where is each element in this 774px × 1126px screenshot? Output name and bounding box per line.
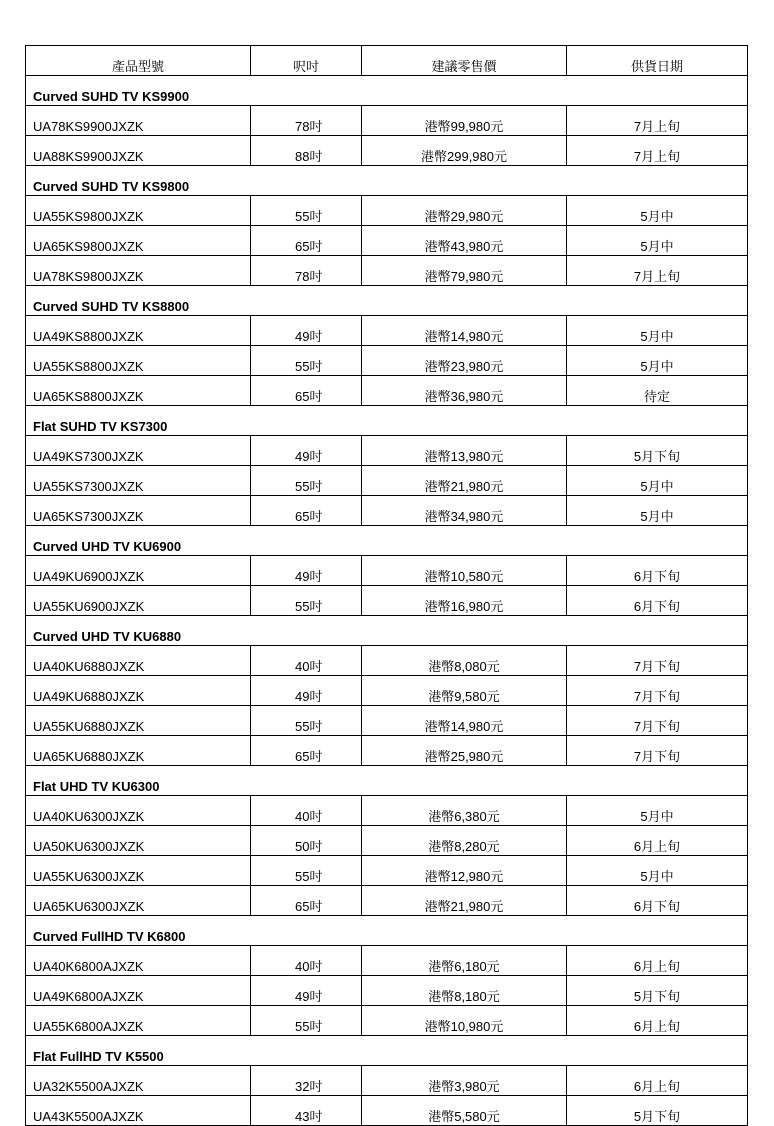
section-title: Curved FullHD TV K6800 bbox=[26, 916, 748, 946]
price-cell: 港幣9,580元 bbox=[362, 676, 567, 706]
size-cell: 49吋 bbox=[251, 316, 362, 346]
header-price: 建議零售價 bbox=[362, 46, 567, 76]
table-row bbox=[26, 586, 748, 616]
header-date: 供貨日期 bbox=[567, 46, 748, 76]
size-cell: 49吋 bbox=[251, 556, 362, 586]
date-cell: 6月上旬 bbox=[567, 1006, 748, 1036]
model-cell: UA43K5500AJXZK bbox=[26, 1096, 251, 1126]
price-cell: 港幣6,380元 bbox=[362, 796, 567, 826]
price-cell: 港幣8,080元 bbox=[362, 646, 567, 676]
size-cell: 65吋 bbox=[251, 226, 362, 256]
table-row bbox=[26, 796, 748, 826]
size-cell: 55吋 bbox=[251, 196, 362, 226]
table-row bbox=[26, 376, 748, 406]
size-cell: 40吋 bbox=[251, 946, 362, 976]
size-cell: 49吋 bbox=[251, 676, 362, 706]
section-title: Curved SUHD TV KS9900 bbox=[26, 76, 748, 106]
model-cell: UA65KS8800JXZK bbox=[26, 376, 251, 406]
size-cell: 55吋 bbox=[251, 1006, 362, 1036]
table-row bbox=[26, 826, 748, 856]
model-cell: UA65KS9800JXZK bbox=[26, 226, 251, 256]
price-cell: 港幣299,980元 bbox=[362, 136, 567, 166]
model-cell: UA78KS9900JXZK bbox=[26, 106, 251, 136]
section-title: Curved SUHD TV KS8800 bbox=[26, 286, 748, 316]
table-row bbox=[26, 106, 748, 136]
header-size: 呎吋 bbox=[251, 46, 362, 76]
date-cell: 7月下旬 bbox=[567, 646, 748, 676]
date-cell: 5月中 bbox=[567, 226, 748, 256]
date-cell: 待定 bbox=[567, 376, 748, 406]
size-cell: 78吋 bbox=[251, 256, 362, 286]
section-row bbox=[26, 406, 748, 436]
model-cell: UA49KU6880JXZK bbox=[26, 676, 251, 706]
table-row bbox=[26, 556, 748, 586]
model-cell: UA40KU6300JXZK bbox=[26, 796, 251, 826]
model-cell: UA88KS9900JXZK bbox=[26, 136, 251, 166]
date-cell: 5月中 bbox=[567, 196, 748, 226]
size-cell: 50吋 bbox=[251, 826, 362, 856]
price-cell: 港幣43,980元 bbox=[362, 226, 567, 256]
date-cell: 7月上旬 bbox=[567, 136, 748, 166]
model-cell: UA55K6800AJXZK bbox=[26, 1006, 251, 1036]
table-row bbox=[26, 1096, 748, 1126]
section-row bbox=[26, 766, 748, 796]
table-row bbox=[26, 706, 748, 736]
section-title: Flat UHD TV KU6300 bbox=[26, 766, 748, 796]
header-row bbox=[26, 46, 748, 76]
model-cell: UA65KU6880JXZK bbox=[26, 736, 251, 766]
section-title: Flat SUHD TV KS7300 bbox=[26, 406, 748, 436]
table-row bbox=[26, 946, 748, 976]
price-cell: 港幣14,980元 bbox=[362, 706, 567, 736]
model-cell: UA49K6800AJXZK bbox=[26, 976, 251, 1006]
date-cell: 5月中 bbox=[567, 316, 748, 346]
model-cell: UA78KS9800JXZK bbox=[26, 256, 251, 286]
price-cell: 港幣6,180元 bbox=[362, 946, 567, 976]
size-cell: 65吋 bbox=[251, 496, 362, 526]
section-row bbox=[26, 916, 748, 946]
size-cell: 32吋 bbox=[251, 1066, 362, 1096]
date-cell: 5月下旬 bbox=[567, 436, 748, 466]
price-cell: 港幣25,980元 bbox=[362, 736, 567, 766]
price-table bbox=[25, 45, 748, 1126]
price-cell: 港幣99,980元 bbox=[362, 106, 567, 136]
price-cell: 港幣36,980元 bbox=[362, 376, 567, 406]
size-cell: 88吋 bbox=[251, 136, 362, 166]
table-row bbox=[26, 466, 748, 496]
section-title: Curved SUHD TV KS9800 bbox=[26, 166, 748, 196]
date-cell: 5月下旬 bbox=[567, 1096, 748, 1126]
section-row bbox=[26, 526, 748, 556]
section-title: Flat FullHD TV K5500 bbox=[26, 1036, 748, 1066]
table-row bbox=[26, 1066, 748, 1096]
price-cell: 港幣10,980元 bbox=[362, 1006, 567, 1036]
price-cell: 港幣14,980元 bbox=[362, 316, 567, 346]
model-cell: UA55KS9800JXZK bbox=[26, 196, 251, 226]
table-row bbox=[26, 496, 748, 526]
table-row bbox=[26, 676, 748, 706]
model-cell: UA49KS7300JXZK bbox=[26, 436, 251, 466]
header-model: 產品型號 bbox=[26, 46, 251, 76]
date-cell: 7月下旬 bbox=[567, 706, 748, 736]
model-cell: UA50KU6300JXZK bbox=[26, 826, 251, 856]
date-cell: 7月上旬 bbox=[567, 106, 748, 136]
model-cell: UA40KU6880JXZK bbox=[26, 646, 251, 676]
price-cell: 港幣12,980元 bbox=[362, 856, 567, 886]
table-row bbox=[26, 436, 748, 466]
date-cell: 5月中 bbox=[567, 496, 748, 526]
date-cell: 6月上旬 bbox=[567, 946, 748, 976]
section-row bbox=[26, 166, 748, 196]
table-row bbox=[26, 226, 748, 256]
model-cell: UA40K6800AJXZK bbox=[26, 946, 251, 976]
table-row bbox=[26, 646, 748, 676]
size-cell: 40吋 bbox=[251, 646, 362, 676]
size-cell: 55吋 bbox=[251, 856, 362, 886]
size-cell: 43吋 bbox=[251, 1096, 362, 1126]
model-cell: UA55KS7300JXZK bbox=[26, 466, 251, 496]
size-cell: 49吋 bbox=[251, 976, 362, 1006]
size-cell: 49吋 bbox=[251, 436, 362, 466]
price-cell: 港幣13,980元 bbox=[362, 436, 567, 466]
model-cell: UA65KU6300JXZK bbox=[26, 886, 251, 916]
price-cell: 港幣16,980元 bbox=[362, 586, 567, 616]
table-row bbox=[26, 136, 748, 166]
table-row bbox=[26, 346, 748, 376]
date-cell: 6月上旬 bbox=[567, 826, 748, 856]
section-title: Curved UHD TV KU6900 bbox=[26, 526, 748, 556]
size-cell: 78吋 bbox=[251, 106, 362, 136]
date-cell: 6月下旬 bbox=[567, 586, 748, 616]
date-cell: 5月中 bbox=[567, 346, 748, 376]
model-cell: UA32K5500AJXZK bbox=[26, 1066, 251, 1096]
table-body bbox=[26, 76, 748, 1126]
price-cell: 港幣8,180元 bbox=[362, 976, 567, 1006]
date-cell: 6月下旬 bbox=[567, 886, 748, 916]
date-cell: 5月中 bbox=[567, 856, 748, 886]
table-header bbox=[26, 46, 748, 76]
table-row bbox=[26, 976, 748, 1006]
price-cell: 港幣5,580元 bbox=[362, 1096, 567, 1126]
section-title: Curved UHD TV KU6880 bbox=[26, 616, 748, 646]
price-cell: 港幣34,980元 bbox=[362, 496, 567, 526]
model-cell: UA55KU6880JXZK bbox=[26, 706, 251, 736]
section-row bbox=[26, 1036, 748, 1066]
section-row bbox=[26, 286, 748, 316]
price-cell: 港幣79,980元 bbox=[362, 256, 567, 286]
price-cell: 港幣10,580元 bbox=[362, 556, 567, 586]
price-cell: 港幣21,980元 bbox=[362, 886, 567, 916]
date-cell: 5月下旬 bbox=[567, 976, 748, 1006]
price-cell: 港幣3,980元 bbox=[362, 1066, 567, 1096]
date-cell: 5月中 bbox=[567, 796, 748, 826]
price-cell: 港幣29,980元 bbox=[362, 196, 567, 226]
model-cell: UA55KU6300JXZK bbox=[26, 856, 251, 886]
size-cell: 55吋 bbox=[251, 466, 362, 496]
table-row bbox=[26, 316, 748, 346]
price-cell: 港幣8,280元 bbox=[362, 826, 567, 856]
price-cell: 港幣23,980元 bbox=[362, 346, 567, 376]
date-cell: 5月中 bbox=[567, 466, 748, 496]
model-cell: UA49KU6900JXZK bbox=[26, 556, 251, 586]
size-cell: 65吋 bbox=[251, 376, 362, 406]
size-cell: 40吋 bbox=[251, 796, 362, 826]
table-row bbox=[26, 886, 748, 916]
size-cell: 55吋 bbox=[251, 706, 362, 736]
date-cell: 7月下旬 bbox=[567, 736, 748, 766]
date-cell: 7月下旬 bbox=[567, 676, 748, 706]
section-row bbox=[26, 76, 748, 106]
size-cell: 65吋 bbox=[251, 886, 362, 916]
section-row bbox=[26, 616, 748, 646]
table-row bbox=[26, 856, 748, 886]
model-cell: UA55KS8800JXZK bbox=[26, 346, 251, 376]
size-cell: 65吋 bbox=[251, 736, 362, 766]
table-row bbox=[26, 256, 748, 286]
size-cell: 55吋 bbox=[251, 586, 362, 616]
date-cell: 6月下旬 bbox=[567, 556, 748, 586]
price-cell: 港幣21,980元 bbox=[362, 466, 567, 496]
date-cell: 7月上旬 bbox=[567, 256, 748, 286]
table-row bbox=[26, 196, 748, 226]
model-cell: UA55KU6900JXZK bbox=[26, 586, 251, 616]
date-cell: 6月上旬 bbox=[567, 1066, 748, 1096]
table-row bbox=[26, 1006, 748, 1036]
model-cell: UA65KS7300JXZK bbox=[26, 496, 251, 526]
model-cell: UA49KS8800JXZK bbox=[26, 316, 251, 346]
size-cell: 55吋 bbox=[251, 346, 362, 376]
table-row bbox=[26, 736, 748, 766]
